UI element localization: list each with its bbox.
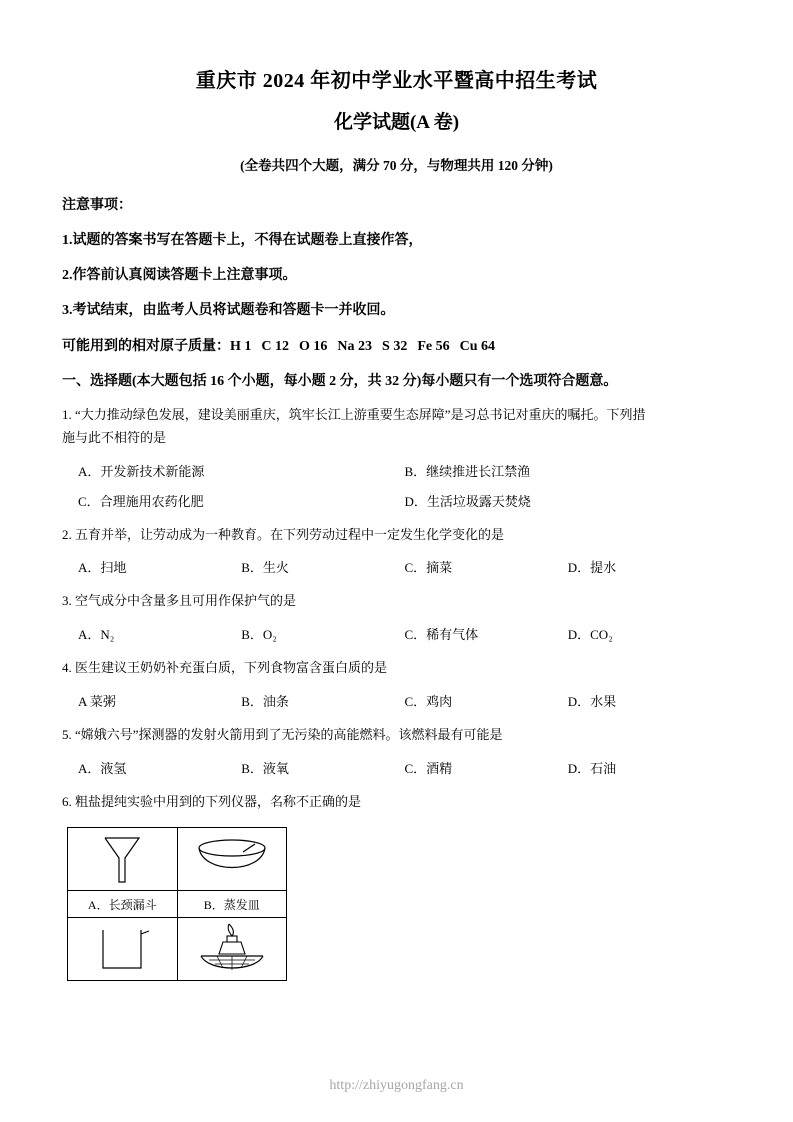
question-5-text: “嫦娥六号”探测器的发射火箭用到了无污染的高能燃料。该燃料最有可能是 <box>75 726 503 742</box>
page-title: 重庆市 2024 年初中学业水平暨高中招生考试 <box>195 70 598 92</box>
question-3-option-b[interactable]: B．O₂ <box>241 627 277 642</box>
question-4-options <box>62 691 731 710</box>
notice-item-3: 3.考试结束，由监考人员将试题卷和答题卡一并收回。 <box>62 303 395 318</box>
question-1-number: 1. <box>62 407 72 422</box>
atomic-mass-label: 可能用到的相对原子质量： <box>62 339 230 354</box>
question-4-stem <box>62 657 731 680</box>
atomic-mass-na: Na 23 <box>337 339 373 354</box>
question-3-option-a[interactable]: A．N₂ <box>78 627 115 642</box>
question-5-option-c[interactable]: C．酒精 <box>404 760 453 776</box>
question-6-text: 粗盐提纯实验中用到的下列仪器，名称不正确的是 <box>75 793 362 809</box>
exam-info: (全卷共四个大题，满分 70 分，与物理共用 120 分钟) <box>240 158 553 173</box>
question-1-option-a[interactable]: A．开发新技术新能源 <box>78 463 205 479</box>
atomic-mass-line <box>62 335 731 355</box>
question-3-options <box>62 624 731 643</box>
question-5-option-b[interactable]: B．液氧 <box>241 760 289 776</box>
funnel-figure-cell <box>68 828 178 891</box>
question-1-options-row-1 <box>62 461 731 480</box>
alcohol-lamp-figure-cell <box>177 918 287 981</box>
atomic-mass-cu: Cu 64 <box>459 339 495 354</box>
question-5-number: 5. <box>62 726 72 742</box>
atomic-mass-o: O 16 <box>299 339 328 354</box>
question-4-option-b[interactable]: B．油条 <box>241 693 289 709</box>
question-5-options <box>62 758 731 777</box>
notice-item-2: 2.作答前认真阅读答题卡上注意事项。 <box>62 268 297 283</box>
long-neck-funnel-icon <box>87 830 157 888</box>
question-1-text: “大力推动绿色发展，建设美丽重庆，筑牢长江上游重要生态屏障”是习总书记对重庆的嘱托。下列措 <box>75 407 646 422</box>
question-4-option-a[interactable]: A 菜粥 <box>78 693 116 709</box>
watermark-text: http://zhiyugongfang.cn <box>329 1078 464 1093</box>
question-3-option-c[interactable]: C．稀有气体 <box>404 627 479 642</box>
question-3-text: 空气成分中含量多且可用作保护气的是 <box>75 593 297 609</box>
question-4-number: 4. <box>62 660 72 675</box>
evaporating-dish-figure-cell <box>177 828 287 891</box>
funnel-label-cell[interactable]: A．长颈漏斗 <box>68 891 178 918</box>
atomic-mass-h: H 1 <box>230 339 252 354</box>
beaker-figure-cell <box>68 918 178 981</box>
page-subtitle-paper: 化学试题(A 卷) <box>333 112 460 133</box>
atomic-mass-fe: Fe 56 <box>417 339 450 354</box>
alcohol-lamp-with-stand-icon <box>187 920 277 978</box>
question-4-text: 医生建议王奶奶补充蛋白质，下列食物富含蛋白质的是 <box>75 660 388 675</box>
evaporating-dish-label-cell[interactable]: B．蒸发皿 <box>177 891 287 918</box>
question-3-stem <box>62 590 731 613</box>
evaporating-dish-icon <box>187 830 277 888</box>
question-6-number: 6. <box>62 793 72 809</box>
question-1-option-c[interactable]: C．合理施用农药化肥 <box>78 493 204 509</box>
question-3-option-d[interactable]: D．CO₂ <box>567 627 613 642</box>
question-5-option-a[interactable]: A．液氢 <box>78 760 127 776</box>
notice-heading: 注意事项： <box>62 198 132 213</box>
question-1-stem-line2: 施与此不相符的是 <box>62 429 167 445</box>
question-1-stem <box>62 404 731 427</box>
question-4-option-c[interactable]: C．鸡肉 <box>404 693 453 709</box>
question-6-stem <box>62 791 731 814</box>
atomic-mass-c: C 12 <box>261 339 290 354</box>
table-row <box>68 891 287 918</box>
question-2-option-a[interactable]: A．扫地 <box>78 560 127 576</box>
question-1-options-row-2 <box>62 491 731 510</box>
question-4-option-d[interactable]: D．水果 <box>567 693 617 709</box>
notice-item-1: 1.试题的答案书写在答题卡上，不得在试题卷上直接作答， <box>62 233 423 248</box>
question-2-option-c[interactable]: C．摘菜 <box>404 560 453 576</box>
question-3-number: 3. <box>62 593 72 609</box>
section-heading: 一、选择题(本大题包括 16 个小题，每小题 2 分，共 32 分)每小题只有一个选项符合题意。 <box>62 374 618 389</box>
question-2-option-d[interactable]: D．提水 <box>567 560 617 576</box>
question-6-apparatus-table <box>67 827 287 981</box>
question-2-stem <box>62 524 731 547</box>
question-5-option-d[interactable]: D．石油 <box>567 760 617 776</box>
table-row <box>68 918 287 981</box>
question-2-option-b[interactable]: B．生火 <box>241 560 289 576</box>
beaker-icon <box>87 920 157 978</box>
question-5-stem <box>62 724 731 747</box>
question-2-number: 2. <box>62 526 72 542</box>
atomic-mass-s: S 32 <box>382 339 408 354</box>
table-row <box>68 828 287 891</box>
question-2-options <box>62 557 731 576</box>
question-2-text: 五育并举，让劳动成为一种教育。在下列劳动过程中一定发生化学变化的是 <box>75 526 505 542</box>
question-1-option-b[interactable]: B．继续推进长江禁渔 <box>404 463 531 479</box>
question-1-option-d[interactable]: D．生活垃圾露天焚烧 <box>404 493 531 509</box>
